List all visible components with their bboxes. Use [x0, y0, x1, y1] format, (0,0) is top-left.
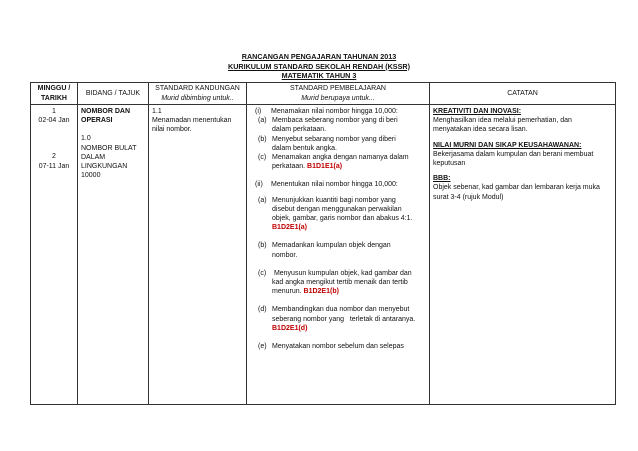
header-catatan: CATATAN [430, 83, 616, 105]
nilai-murni-heading: NILAI MURNI DAN SIKAP KEUSAHAWANAN: [433, 141, 582, 149]
week-date: 07-11 Jan [38, 162, 70, 170]
kandungan-cell [149, 105, 247, 405]
assessment-code: B1D2E1(b) [303, 288, 339, 296]
minggu-cell [31, 105, 78, 405]
list-item: (e) Menyatakan nombor sebelum dan selepas [258, 343, 404, 351]
kandungan-text: Menamadan menentukan nilai nombor. [152, 117, 232, 134]
kreativiti-heading: KREATIVITI DAN INOVASI: [433, 108, 522, 115]
bidang-title: NOMBOR DAN OPERASI [81, 108, 130, 125]
yearly-plan-table [30, 82, 616, 405]
kreativiti-text: Menghasilkan idea melalui pemerhatian, dan menyatakan idea secara lisan. [433, 117, 572, 134]
header-minggu: MINGGU / TARIKH [31, 83, 78, 105]
kandungan-code: 1.1 [152, 108, 162, 115]
learning-standard-i: (i) Menamakan nilai nombor hingga 10,000: [255, 108, 398, 115]
learning-standard-ii: (ii) Menentukan nilai nombor hingga 10,000: [255, 181, 398, 189]
list-item: (b) Memadankan kumpulan objek dengan nombor. [258, 242, 391, 259]
topic-code: 1.0 [81, 135, 91, 143]
week-date: 02-04 Jan [38, 117, 70, 125]
subject-title: MATEMATIK TAHUN 3 [281, 71, 357, 81]
pembelajaran-cell [247, 105, 430, 405]
plan-title: RANCANGAN PENGAJARAN TAHUNAN 2013 [241, 52, 397, 61]
list-item: (a) Menunjukkan kuantiti bagi nombor yang disebut dengan menggunakan perwakilan objek, gambar, garis nombor dan abakus 4:1. B1D2E1(a) [255, 196, 426, 233]
list-item: (d) Membandingkan dua nombor dan menyebut seberang nombor yang terletak di antaranya. B1D2E1(d) [255, 305, 426, 333]
nilai-murni-text: Bekerjasama dalam kumpulan dan berani membuat keputusan [433, 150, 594, 168]
week-number: 1 [52, 108, 56, 115]
header-kandungan: STANDARD KANDUNGAN Murid dibimbing untuk.. [149, 83, 247, 105]
list-item: (c) Menyusun kumpulan objek, kad gambar dan kad angka mengikut tertib menaik dan tertib menurun. B1D2E1(b) [258, 269, 412, 296]
bidang-cell [78, 105, 149, 405]
catatan-cell [430, 105, 616, 405]
assessment-code: B1D1E1(a) [307, 163, 343, 171]
list-item: (a) Membaca seberang nombor yang di beri dalam perkataan. [258, 117, 398, 134]
header-bidang: BIDANG / TAJUK [78, 83, 149, 105]
header-pembelajaran: STANDARD PEMBELAJARAN Murid berupaya untuk... [247, 83, 430, 105]
week-number: 2 [52, 153, 56, 161]
assessment-code: B1D2E1(d) [272, 324, 308, 332]
curriculum-title: KURIKULUM STANDARD SEKOLAH RENDAH (KSSR) [228, 61, 410, 71]
table-row [31, 105, 616, 405]
document-title-block [0, 52, 638, 81]
list-item: (b) Menyebut sebarang nombor yang diberi dalam bentuk angka. [258, 135, 396, 152]
bbb-heading: BBB: [433, 175, 451, 183]
topic-title: NOMBOR BULAT DALAM LINGKUNGAN 10000 [81, 144, 137, 180]
assessment-code: B1D2E1(a) [272, 224, 308, 232]
bbb-text: Objek sebenar, kad gambar dan lembaran kerja muka surat 3-4 (rujuk Modul) [433, 184, 600, 201]
table-header-row [31, 83, 616, 105]
list-item: (c) Menamakan angka dengan namanya dalam perkataan. B1D1E1(a) [258, 154, 409, 171]
